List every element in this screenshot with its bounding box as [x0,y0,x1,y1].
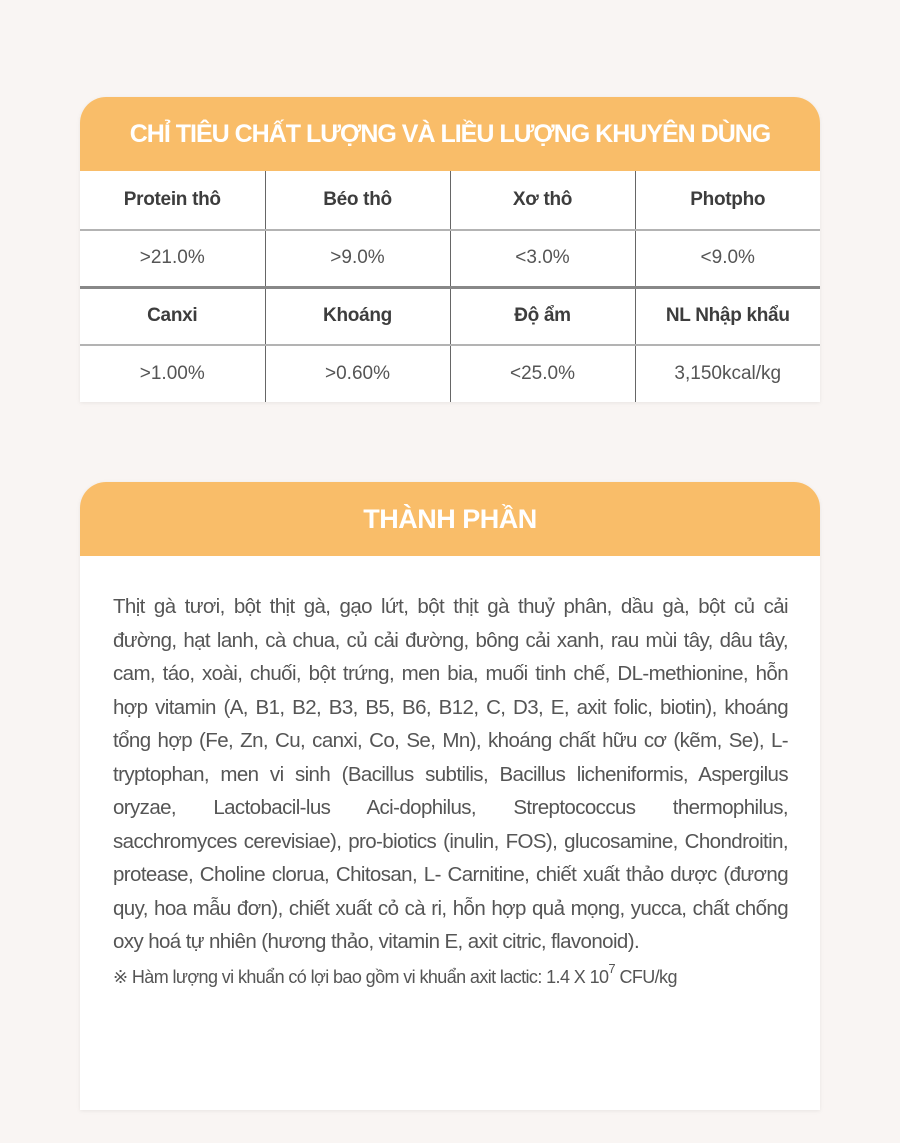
spec-value-protein: >21.0% [80,230,265,287]
spec-value-row [80,230,820,287]
quality-specs-card [80,97,820,402]
ingredients-title: THÀNH PHẦN [363,503,537,534]
ingredients-card [80,482,820,1110]
spec-label-row [80,287,820,345]
quality-specs-title: CHỈ TIÊU CHẤT LƯỢNG VÀ LIỀU LƯỢNG KHUYÊN DÙNG [129,119,771,148]
spec-label-moisture: Độ ẩm [450,287,635,345]
spec-value-fiber: <3.0% [450,230,635,287]
quality-specs-table [80,171,820,402]
spec-value-minerals: >0.60% [265,345,450,402]
ingredients-text: Thịt gà tươi, bột thịt gà, gạo lứt, bột thịt gà thuỷ phân, dầu gà, bột củ cải đường, hạt lanh, cà chua, củ cải đường, bông cải xanh, rau mùi tây, dâu tây, cam, táo, xoài, chuối, bột trứng, men bia, muối tinh chế, DL-methionine, hỗn hợp vitamin (A, B1, B2, B3, B5, B6, B12, C, D3, E, axit folic, biotin), khoáng tổng hợp (Fe, Zn, Cu, canxi, Co, Se, Mn), khoáng chất hữu cơ (kẽm, Se), L-tryptophan, men vi sinh (Bacillus subtilis, Bacillus licheniformis, Aspergilus oryzae, Lactobacil-lus Aci-dophilus, Streptococcus thermophilus, sacchromyces cerevisiae), pro-biotics (inulin, FOS), glucosamine, Chondroitin, protease, Choline clorua, Chitosan, L- Carnitine, chiết xuất thảo dược (đương quy, hoa mẫu đơn), chiết xuất cỏ cà ri, hỗn hợp quả mọng, yucca, chất chống oxy hoá tự nhiên (hương thảo, vitamin E, axit citric, flavonoid). [113,595,788,953]
spec-label-phosphorus: Photpho [635,171,820,230]
probiotic-note-suffix: CFU/kg [615,966,677,987]
probiotic-note [113,960,788,988]
spec-value-phosphorus: <9.0% [635,230,820,287]
spec-value-row [80,345,820,402]
spec-label-fat: Béo thô [265,171,450,230]
spec-label-row [80,171,820,230]
spec-label-minerals: Khoáng [265,287,450,345]
spec-value-calcium: >1.00% [80,345,265,402]
probiotic-note-prefix: ※ Hàm lượng vi khuẩn có lợi bao gồm vi khuẩn axit lactic: 1.4 X 10 [113,966,609,987]
ingredients-body [80,556,820,988]
spec-label-protein: Protein thô [80,171,265,230]
quality-specs-header [80,97,820,171]
spec-value-moisture: <25.0% [450,345,635,402]
spec-label-calcium: Canxi [80,287,265,345]
spec-label-energy: NL Nhập khẩu [635,287,820,345]
spec-value-fat: >9.0% [265,230,450,287]
probiotic-note-exponent: 7 [608,960,616,976]
spec-label-fiber: Xơ thô [450,171,635,230]
ingredients-header [80,482,820,556]
spec-value-energy: 3,150kcal/kg [674,363,782,384]
